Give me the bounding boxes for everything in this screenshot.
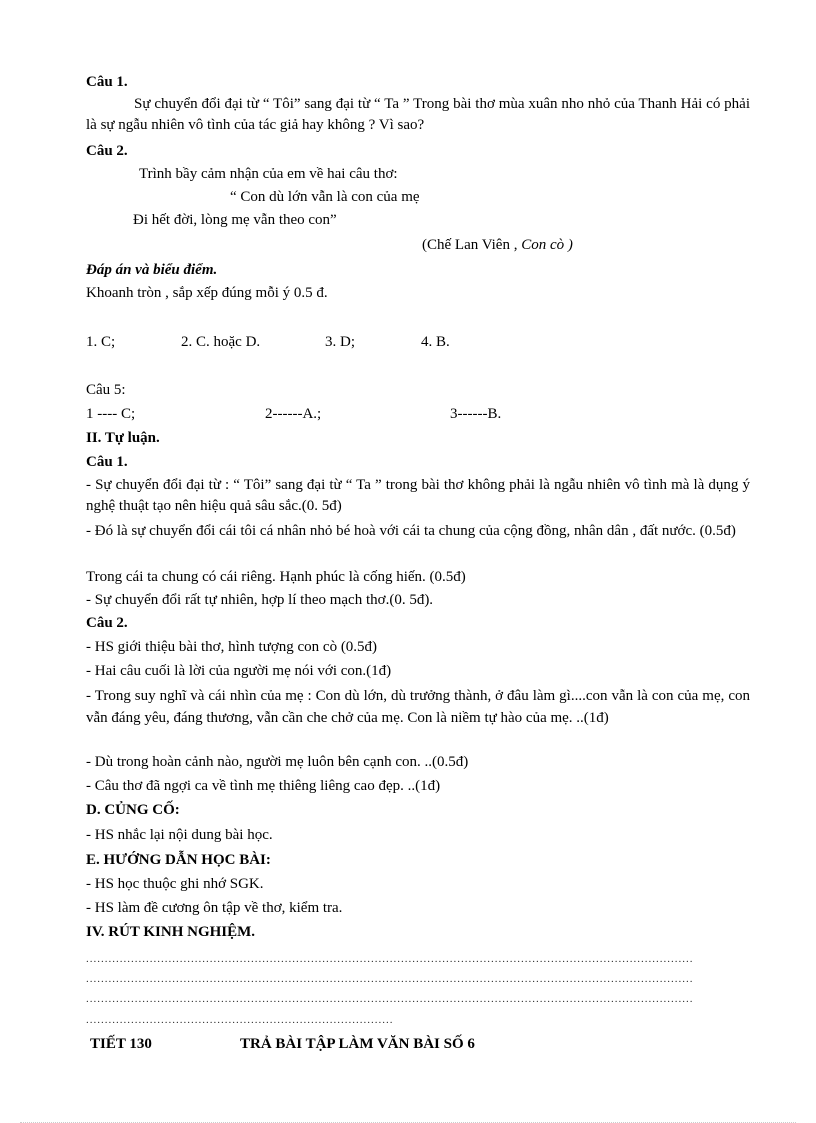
review-dotted-line-3: .................................................................................................................................................................. [86, 993, 694, 1005]
essay-q2-point-1: - HS giới thiệu bài thơ, hình tượng con cò (0.5đ) [86, 639, 378, 655]
essay-q2-point-5: - Câu thơ đã ngợi ca về tình mẹ thiêng liêng cao đẹp. ..(1đ) [86, 778, 441, 794]
matching-answer-2: 2------A.; [265, 406, 322, 422]
matching-answer-1: 1 ---- C; [86, 406, 136, 422]
review-dotted-line-1: .................................................................................................................................................................. [86, 953, 694, 965]
homework-heading: E. HƯỚNG DẪN HỌC BÀI: [86, 852, 271, 868]
lesson-title: TRẢ BÀI TẬP LÀM VĂN BÀI SỐ 6 [240, 1036, 475, 1052]
question-1-text: Sự chuyển đổi đại từ “ Tôi” sang đại từ “ Ta ” Trong bài thơ mùa xuân nho nhỏ của Thanh Hải có phải là sự ngẫu nhiên vô tình của tác giả hay không ? Vì sao? [86, 96, 750, 133]
poem-line-1: “ Con dù lớn vẫn là con của mẹ [230, 189, 420, 205]
mc-answer-2: 2. C. hoặc D. [181, 334, 261, 350]
matching-answer-3: 3------B. [450, 406, 502, 422]
review-dotted-line-4: .................................................................................. [86, 1014, 394, 1026]
essay-q1-point-3: Trong cái ta chung có cái riêng. Hạnh phúc là cống hiến. (0.5đ) [86, 569, 466, 585]
essay-q2-point-2: - Hai câu cuối là lời của người mẹ nói với con.(1đ) [86, 663, 392, 679]
essay-q1-point-4: - Sự chuyển đổi rất tự nhiên, hợp lí theo mạch thơ.(0. 5đ). [86, 592, 434, 608]
mc-answer-1: 1. C; [86, 334, 116, 350]
essay-section-title: II. Tự luận. [86, 430, 160, 446]
consolidation-heading: D. CỦNG CỐ: [86, 802, 180, 818]
mc-answer-3: 3. D; [325, 334, 355, 350]
question-1-heading: Câu 1. [86, 74, 128, 90]
question-5-label: Câu 5: [86, 382, 126, 398]
essay-q1-heading: Câu 1. [86, 454, 128, 470]
citation-work: Con cò ) [521, 237, 573, 253]
poem-citation [422, 235, 573, 255]
essay-q2-heading: Câu 2. [86, 615, 128, 631]
citation-author: (Chế Lan Viên , [422, 237, 522, 253]
question-2-text: Trình bầy cảm nhận của em về hai câu thơ: [139, 166, 398, 182]
essay-q1-point-2: - Đó là sự chuyển đổi cái tôi cá nhân nhỏ bé hoà với cái ta chung của cộng đồng, nhân dân , đất nước. (0.5đ) [86, 523, 736, 539]
mc-answer-4: 4. B. [421, 334, 450, 350]
scoring-note: Khoanh tròn , sắp xếp đúng mỗi ý 0.5 đ. [86, 285, 328, 301]
answer-key-heading: Đáp án và biểu điểm. [86, 262, 218, 278]
homework-item-2: - HS làm đề cương ôn tập về thơ, kiểm tra. [86, 900, 343, 916]
essay-q1-point-1: - Sự chuyển đổi đại từ : “ Tôi” sang đại từ “ Ta ” trong bài thơ không phải là ngẫu nhiên vô tình mà là dụng ý nghệ thuật tạo nên hiệu quả sâu sắc.(0. 5đ) [86, 477, 750, 514]
homework-item-1: - HS học thuộc ghi nhớ SGK. [86, 876, 264, 892]
review-heading: IV. RÚT KINH NGHIỆM. [86, 924, 256, 940]
essay-q2-point-4: - Dù trong hoàn cảnh nào, người mẹ luôn bên cạnh con. ..(0.5đ) [86, 754, 469, 770]
poem-line-2: Đi hết đời, lòng mẹ vẫn theo con” [133, 212, 337, 228]
consolidation-text: - HS nhắc lại nội dung bài học. [86, 827, 273, 843]
question-2-heading: Câu 2. [86, 143, 128, 159]
lesson-number: TIẾT 130 [90, 1036, 152, 1052]
review-dotted-line-2: .................................................................................................................................................................. [86, 973, 694, 985]
essay-q2-point-3: - Trong suy nghĩ và cái nhìn của mẹ : Con dù lớn, dù trưởng thành, ở đâu làm gì....con vẫn là con của mẹ, con vẫn đáng yêu, đáng thương, vẫn cần che chở của mẹ. Con là niềm tự hào của mẹ. ..(1đ) [86, 688, 750, 726]
